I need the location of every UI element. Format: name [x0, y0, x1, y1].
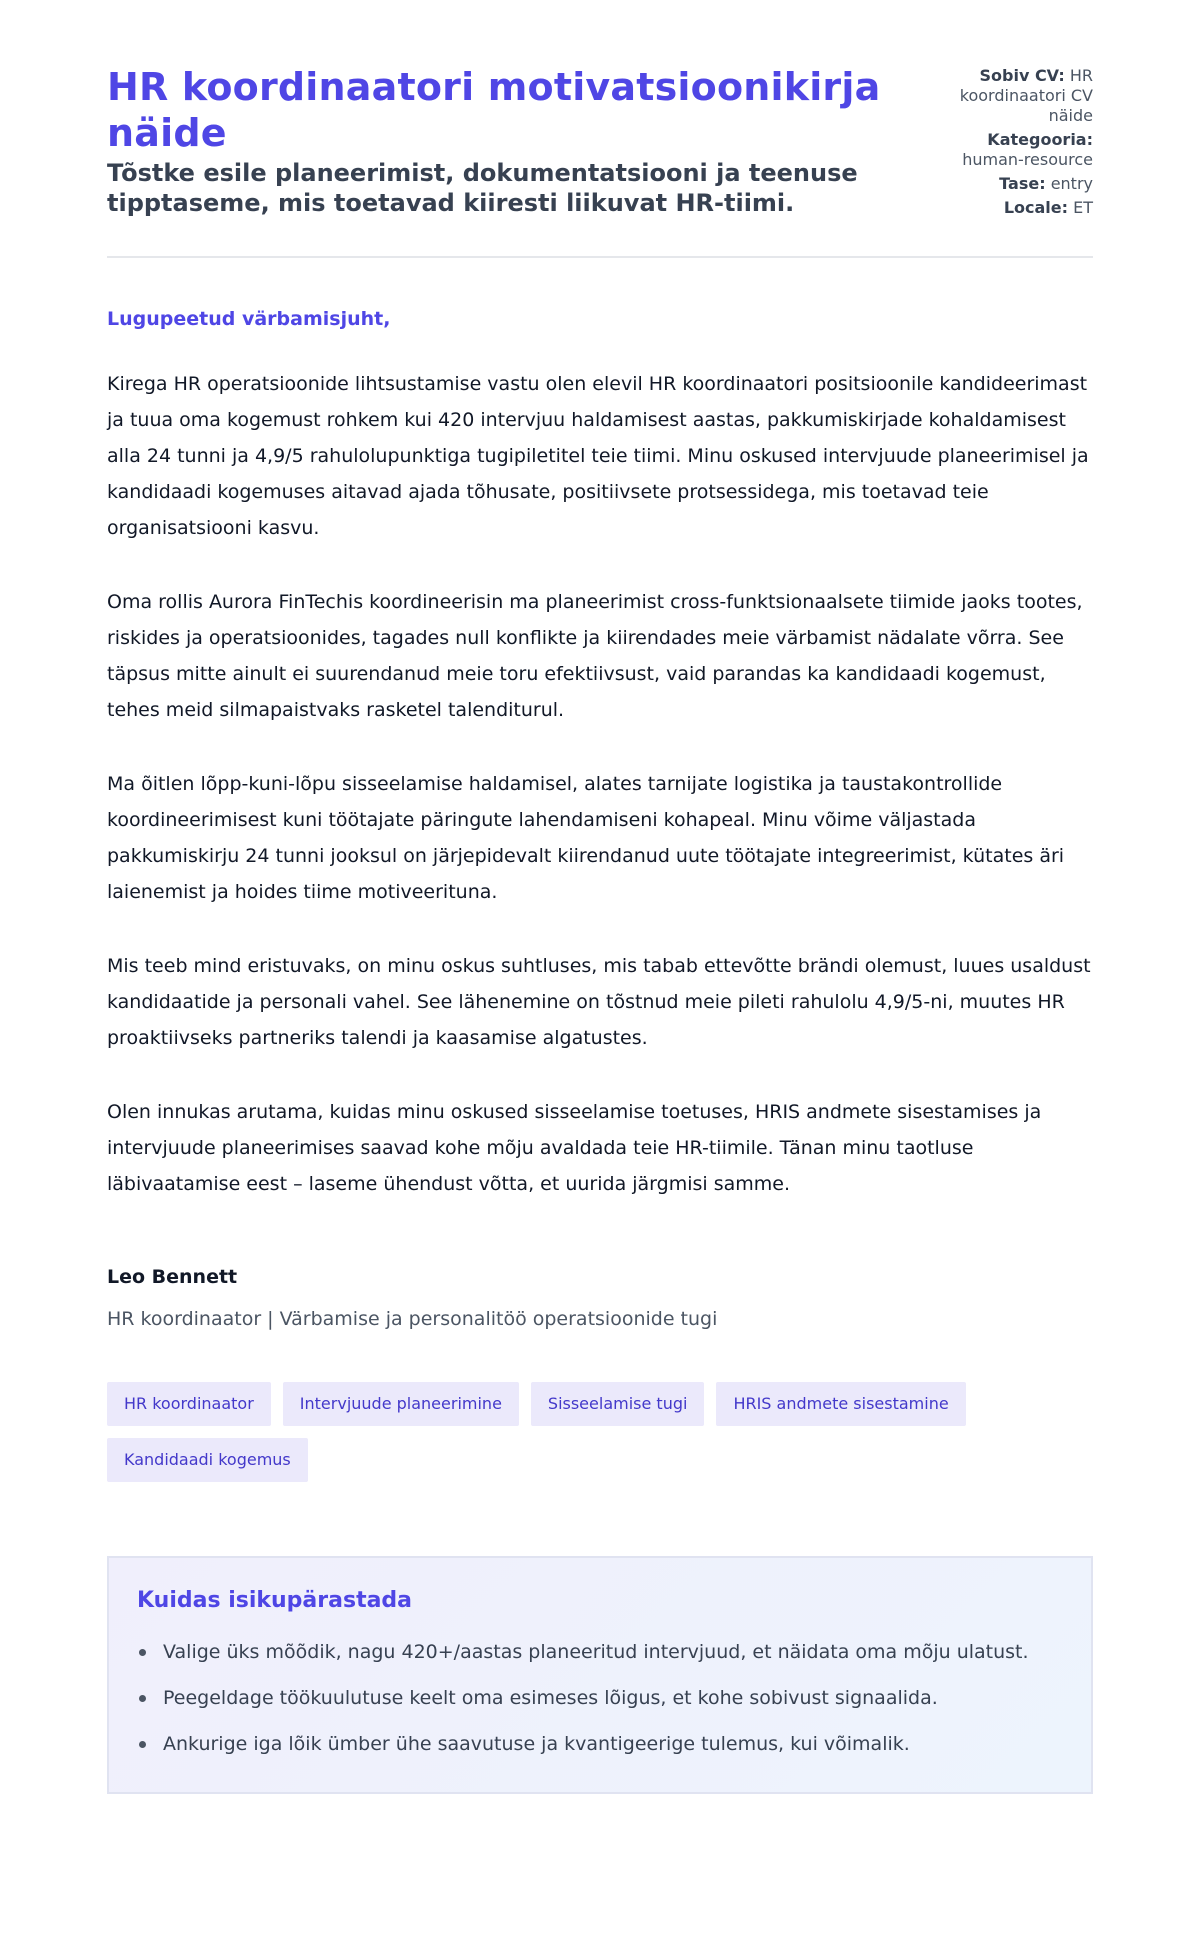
- signature-name: Leo Bennett: [107, 1266, 238, 1288]
- signature: [107, 1264, 1093, 1332]
- bullet-icon: [139, 1741, 146, 1748]
- meta-category: [933, 130, 1093, 170]
- meta-info: [933, 66, 1093, 222]
- skill-tag: HR koordinaator: [107, 1382, 271, 1426]
- skill-tag: HRIS andmete sisestamine: [716, 1382, 965, 1426]
- tips-item: [137, 1680, 1063, 1716]
- tips-item: [137, 1634, 1063, 1670]
- page-title: HR koordinaatori motivatsioonikirja näide: [107, 65, 881, 155]
- meta-matching-cv-value: HR koordinaatori CV näide: [959, 66, 1093, 125]
- meta-level-label: Tase:: [999, 174, 1046, 193]
- skill-tag: Kandidaadi kogemus: [107, 1438, 308, 1482]
- meta-level: [933, 174, 1093, 194]
- skill-tags: [107, 1382, 1097, 1482]
- tips-list: [137, 1634, 1063, 1762]
- skill-tag: Sisseelamise tugi: [531, 1382, 705, 1426]
- tips-item: [137, 1726, 1063, 1762]
- signature-role: HR koordinaator | Värbamise ja personalitöö operatsioonide tugi: [107, 1308, 718, 1330]
- letter-paragraph: Mis teeb mind eristuvaks, on minu oskus suhtluses, mis tabab ettevõtte brändi olemust, luues usaldust kandidaatide ja personali vahel. See lähenemine on tõstnud meie pileti rahulolu 4,9/5-ni, muutes HR proaktiivseks partneriks talendi ja kaasamise algatustes.: [107, 955, 1091, 1049]
- page-header: [107, 64, 1093, 258]
- salutation: Lugupeetud värbamisjuht,: [107, 308, 391, 330]
- meta-matching-cv: [933, 66, 1093, 126]
- tips-item-text: Peegeldage töökuulutuse keelt oma esimeses lõigus, et kohe sobivust signaalida.: [163, 1687, 938, 1709]
- bullet-icon: [139, 1695, 146, 1702]
- meta-category-value: human-resource: [962, 150, 1093, 169]
- meta-locale-label: Locale:: [1003, 198, 1069, 217]
- letter-body: [107, 258, 1093, 1332]
- skill-tag: Intervjuude planeerimine: [283, 1382, 519, 1426]
- personalization-tips: [107, 1556, 1093, 1794]
- tips-title: Kuidas isikupärastada: [137, 1588, 413, 1613]
- meta-matching-cv-label: Sobiv CV:: [979, 66, 1065, 85]
- meta-locale-value: ET: [1073, 198, 1093, 217]
- meta-category-label: Kategooria:: [987, 130, 1093, 149]
- header-titles: [107, 64, 897, 218]
- letter-paragraph: Ma õitlen lõpp-kuni-lõpu sisseelamise haldamisel, alates tarnijate logistika ja taustakontrollide koordineerimisest kuni töötajate päringute lahendamiseni kohapeal. Minu võime väljastada pakkumiskirju 24 tunni jooksul on järjepidevalt kiirendanud uute töötajate integreerimist, kütates äri laienemist ja hoides tiime motiveerituna.: [107, 773, 1065, 903]
- bullet-icon: [139, 1649, 146, 1656]
- meta-locale: [933, 198, 1093, 218]
- meta-level-value: entry: [1050, 174, 1093, 193]
- tips-item-text: Ankurige iga lõik ümber ühe saavutuse ja kvantigeerige tulemus, kui võimalik.: [163, 1733, 910, 1755]
- letter-paragraph: Olen innukas arutama, kuidas minu oskused sisseelamise toetuses, HRIS andmete sisestamises ja intervjuude planeerimises saavad kohe mõju avaldada teie HR-tiimile. Tänan minu taotluse läbivaatamise eest – laseme ühendust võtta, et uurida järgmisi samme.: [107, 1101, 1042, 1195]
- page-subtitle: Tõstke esile planeerimist, dokumentatsiooni ja teenuse tipptaseme, mis toetavad kiiresti liikuvat HR-tiimi.: [107, 159, 858, 217]
- tips-item-text: Valige üks mõõdik, nagu 420+/aastas planeeritud intervjuud, et näidata oma mõju ulatust.: [163, 1641, 1029, 1663]
- letter-paragraph: Kirega HR operatsioonide lihtsustamise vastu olen elevil HR koordinaatori positsioonile kandideerimast ja tuua oma kogemust rohkem kui 420 intervjuu haldamisest aastas, pakkumiskirjade kohaldamisest alla 24 tunni ja 4,9/5 rahulolupunktiga tugipiletitel teie tiimi. Minu oskused intervjuude planeerimisel ja kandidaadi kogemuses aitavad ajada tõhusate, positiivsete protsessidega, mis toetavad teie organisatsiooni kasvu.: [107, 373, 1089, 539]
- letter-paragraph: Oma rollis Aurora FinTechis koordineerisin ma planeerimist cross-funktsionaalsete tiimide jaoks tootes, riskides ja operatsioonides, tagades null konflikte ja kiirendades meie värbamist nädalate võrra. See täpsus mitte ainult ei suurendanud meie toru efektiivsust, vaid parandas ka kandidaadi kogemust, tehes meid silmapaistvaks rasketel talenditurul.: [107, 591, 1083, 721]
